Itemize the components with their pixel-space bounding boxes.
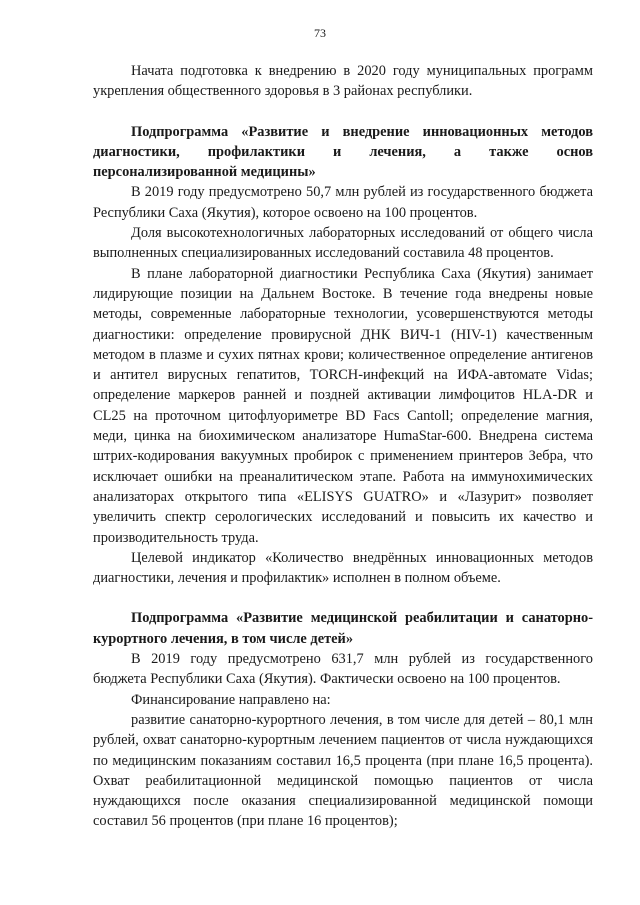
paragraph: В плане лабораторной диагностики Республика Саха (Якутия) занимает лидирующие позиции на Дальнем Востоке. В течение года внедрены новые методы, современные лабораторные технологии, усовершенствуются методы диагностики: определение провирусной ДНК ВИЧ-1 (HIV-1) качественным методом в плазме и сухих пятнах крови; количественное определение антигенов и антител вирусных гепатитов, TORCH-инфекций на ИФА-автомате Vidas; определение маркеров ранней и поздней активации лимфоцитов HLA-DR и CL25 на проточном цитофлуориметре BD Facs Cantoll; определение магния, меди, цинка на биохимическом анализаторе HumaStar-600. Внедрена система штрих-кодирования вакуумных пробирок с применением принтеров Зебра, что исключает ошибки на преаналитическом этапе. Работа на иммунохимических анализаторах открытого типа «ELISYS GUATRO» и «Лазурит» позволяет увеличить спектр серологических исследований и повысить их качество и производительность труда. <box>93 265 593 546</box>
section-heading: Подпрограмма «Развитие медицинской реабилитации и санаторно-курортного лечения, в том числе детей» <box>93 610 593 647</box>
paragraph: развитие санаторно-курортного лечения, в том числе для детей – 80,1 млн рублей, охват санаторно-курортным лечением пациентов от числа нуждающихся по медицинским показаниям составил 16,5 процента (при плане 16,5 процента). Охват реабилитационной медицинской помощью пациентов от числа нуждающихся после оказания специализированной медицинской помощи составил 56 процентов (при плане 16 процентов); <box>93 711 593 830</box>
paragraph: Целевой индикатор «Количество внедрённых инновационных методов диагностики, лечения и профилактик» исполнен в полном объеме. <box>93 549 593 587</box>
paragraph: Начата подготовка к внедрению в 2020 году муниципальных программ укрепления общественного здоровья в 3 районах республики. <box>93 63 593 100</box>
page-number: 73 <box>314 26 326 40</box>
paragraph: Доля высокотехнологичных лабораторных исследований от общего числа выполненных специализированных исследований составила 48 процентов. <box>93 225 593 262</box>
paragraph: Финансирование направлено на: <box>131 691 331 708</box>
spacer <box>93 588 593 608</box>
paragraph: В 2019 году предусмотрено 50,7 млн рублей из государственного бюджета Республики Саха (Якутия), которое освоено на 100 процентов. <box>93 184 593 221</box>
spacer <box>93 102 593 122</box>
document-body <box>93 61 593 832</box>
paragraph: В 2019 году предусмотрено 631,7 млн рублей из государственного бюджета Республики Саха (Якутия). Фактически освоено на 100 процентов. <box>93 651 593 688</box>
section-heading: Подпрограмма «Развитие и внедрение инновационных методов диагностики, профилактики и лечения, а также основ персонализированной медицины» <box>93 123 593 181</box>
